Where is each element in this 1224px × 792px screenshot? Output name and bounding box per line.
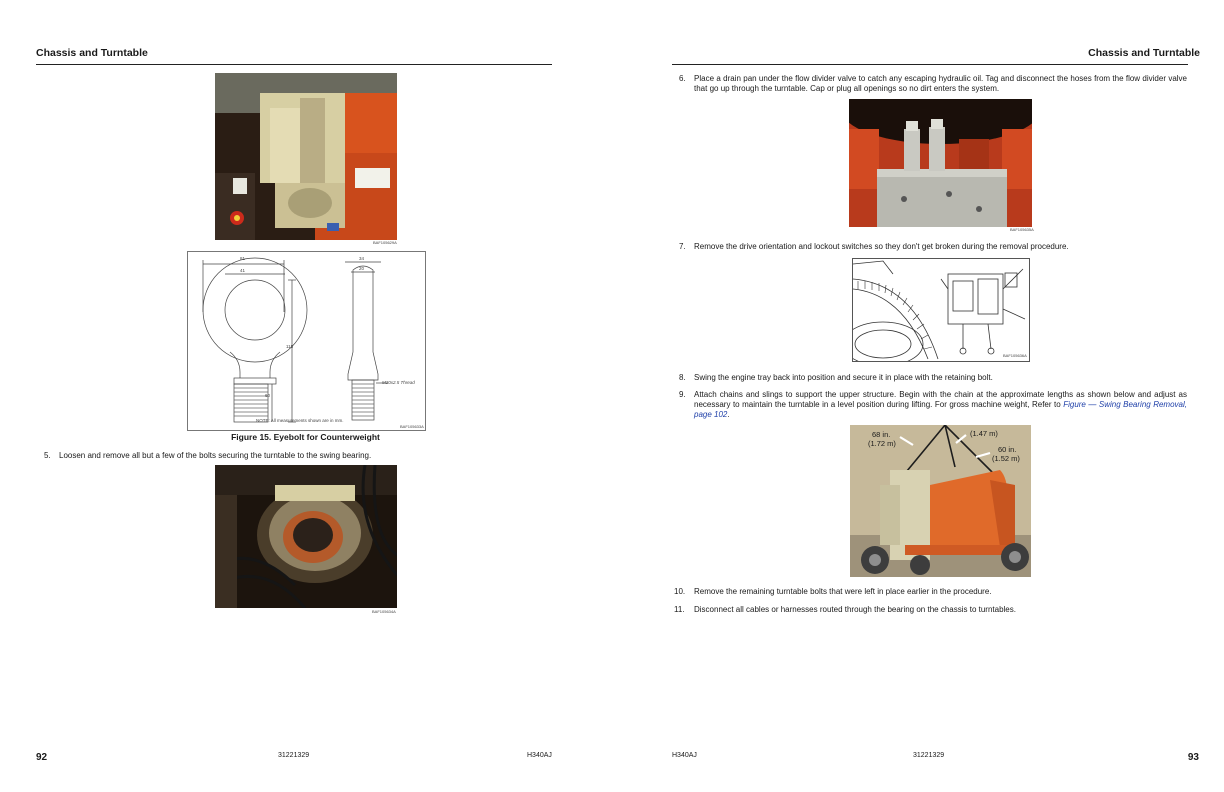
figure-caption: Figure 15. Eyebolt for Counterweight [231, 432, 380, 442]
page-number: 92 [36, 752, 48, 763]
lifting-chains-photo [850, 425, 1031, 577]
dimension-label: 41 [240, 268, 246, 273]
step-text: Remove the drive orientation and lockout switches so they don't get broken during the removal procedure. [694, 242, 1069, 251]
dimension-label: 115 [286, 344, 294, 349]
figure-tag: BAF105634A [372, 609, 396, 614]
chain-length-label: (1.52 m) [992, 454, 1020, 463]
switch-location-drawing [852, 258, 1030, 362]
step-text: Attach chains and slings to support the upper structure. Begin with the chain at the approximate lengths as shown below and adjust as necessary to maintain the turntable in a level position during lifting. For gross machine weight, Refer to Figure — Swing Bearing Removal, page 102. [694, 390, 1187, 419]
page-number: 93 [1187, 752, 1199, 763]
eyebolt-drawing [187, 251, 426, 431]
right-page [612, 0, 1224, 792]
dimension-label: 34 [359, 256, 365, 261]
figure-tag: BAF105633A [400, 424, 424, 429]
drawing-note: NOTE: All measurements shown are in mm. [256, 418, 344, 423]
figure-tag: BAF105629A [373, 240, 397, 245]
thread-label: M20x2.5 Thread [382, 380, 415, 385]
figure-tag: BAF105635A [1010, 227, 1034, 232]
step-number: 11. [674, 605, 685, 614]
dimension-label: 20 [359, 266, 365, 271]
chain-length-label: (1.72 m) [868, 439, 896, 448]
step-number: 8. [679, 373, 686, 382]
figure-tag: BAF105636A [1003, 353, 1027, 358]
step-number: 6. [679, 74, 686, 83]
left-page-header: Chassis and Turntable [36, 47, 148, 59]
right-header-rule [672, 64, 1188, 65]
step-number: 5. [44, 451, 51, 460]
chain-length-label: (1.47 m) [970, 429, 998, 438]
procedure-step-9 [679, 390, 1187, 422]
model-name: H340AJ [527, 752, 552, 759]
dimension-label: 81 [240, 256, 246, 261]
flow-divider-valve-photo [849, 99, 1032, 227]
right-page-header: Chassis and Turntable [1088, 47, 1200, 59]
eyebolt-installed-photo [215, 73, 397, 240]
document-number: 31221329 [278, 752, 310, 759]
left-header-rule [36, 64, 552, 65]
step-number: 10. [674, 587, 686, 596]
step-text: Swing the engine tray back into position and secure it in place with the retaining bolt. [694, 373, 993, 382]
document-number: 31221329 [913, 752, 945, 759]
step-number: 7. [679, 242, 686, 251]
step-text: Place a drain pan under the flow divider valve to catch any escaping hydraulic oil. Tag and disconnect the hoses from the flow divider valve that go up through the turntable. Cap or plug all openings so no dirt enters the system. [694, 74, 1187, 93]
step-text: Loosen and remove all but a few of the bolts securing the turntable to the swing bearing. [59, 451, 372, 460]
model-name: H340AJ [672, 752, 697, 759]
step-number: 9. [679, 390, 686, 399]
figure-reference-link[interactable]: Figure — Swing Bearing Removal, page 102 [694, 400, 1187, 419]
chain-length-label: 60 in. [998, 445, 1017, 454]
chain-length-label: 68 in. [872, 430, 891, 439]
step-text: Remove the remaining turntable bolts that were left in place earlier in the procedure. [694, 587, 992, 596]
step-text: Disconnect all cables or harnesses routed through the bearing on the chassis to turntables. [694, 605, 1016, 614]
dimension-label: 60 [265, 393, 271, 398]
turntable-bolts-photo [215, 465, 397, 608]
